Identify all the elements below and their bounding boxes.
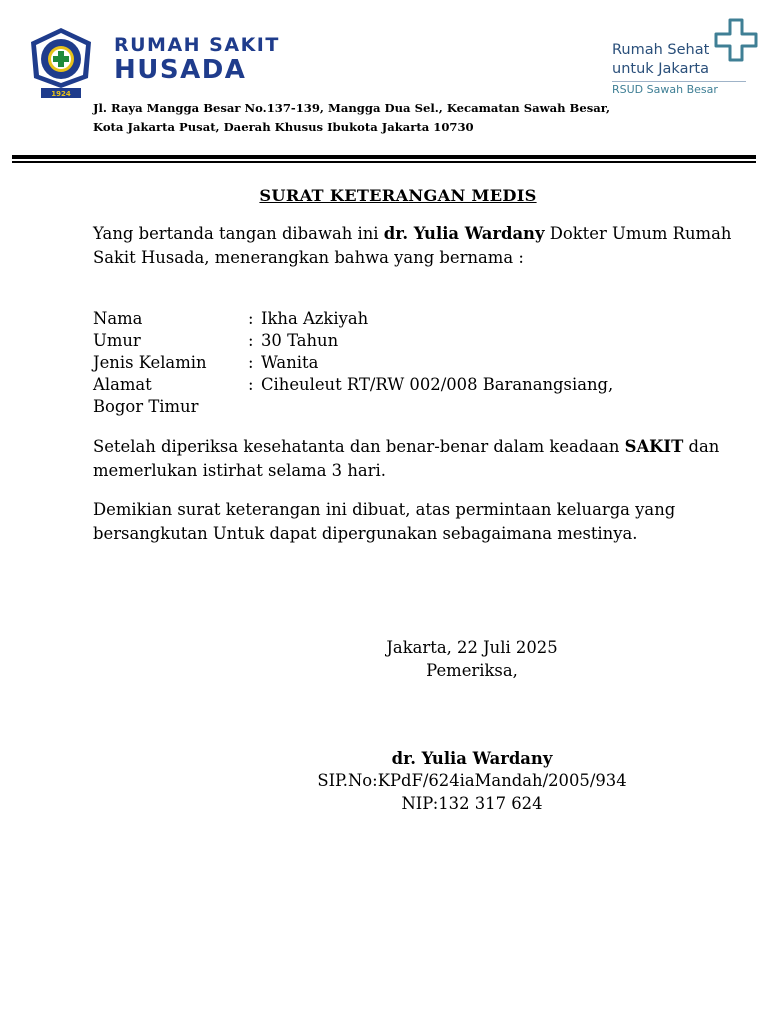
intro-after: Dokter Umum Rumah Sakit Husada, menerangkan bahwa yang bernama : <box>93 224 732 267</box>
findings-after: dan memerlukan istirhat selama 3 hari. <box>93 437 720 480</box>
header-rule-thick <box>12 155 756 159</box>
address-line2: Kota Jakarta Pusat, Daerah Khusus Ibukota Jakarta 10730 <box>93 120 474 134</box>
brand-line2: untuk Jakarta <box>612 61 709 77</box>
patient-age: 30 Tahun <box>261 331 339 350</box>
field-separator: : <box>248 309 254 328</box>
field-row-address <box>93 374 733 416</box>
field-label: Alamat <box>93 375 152 394</box>
brand-line1: Rumah Sehat <box>612 42 710 58</box>
address-line1: Jl. Raya Mangga Besar No.137-139, Mangga Dua Sel., Kecamatan Sawah Besar, <box>93 101 611 115</box>
closing-paragraph: Demikian surat keterangan ini dibuat, atas permintaan keluarga yang bersangkutan Untuk dapat dipergunakan sebagaimana mestinya. <box>93 500 676 543</box>
signatory-name: dr. Yulia Wardany <box>391 749 553 768</box>
health-cross-icon <box>712 16 760 64</box>
place-date: Jakarta, 22 Juli 2025 <box>386 638 558 657</box>
findings-before: Setelah diperiksa kesehatanta dan benar-benar dalam keadaan <box>93 437 625 456</box>
intro-before: Yang bertanda tangan dibawah ini <box>93 224 384 243</box>
brand-divider <box>612 81 746 82</box>
patient-name: Ikha Azkiyah <box>261 309 369 328</box>
findings-paragraph <box>93 435 733 483</box>
employee-number: NIP:132 317 624 <box>401 794 543 813</box>
field-row-name <box>93 308 733 330</box>
header-rule-thin <box>12 161 756 163</box>
findings-status: SAKIT <box>624 437 684 456</box>
document-title: SURAT KETERANGAN MEDIS <box>259 186 537 205</box>
patient-address-continuation: Bogor Timur <box>93 397 199 416</box>
field-label: Nama <box>93 309 143 328</box>
intro-doctor-name: dr. Yulia Wardany <box>383 224 545 243</box>
patient-gender: Wanita <box>261 353 319 372</box>
hospital-name <box>114 34 280 84</box>
field-row-age <box>93 330 733 352</box>
logo-year: 1924 <box>51 90 71 98</box>
patient-address: Ciheuleut RT/RW 002/008 Baranangsiang, <box>261 375 614 394</box>
hospital-address <box>93 99 610 137</box>
brand-line3: RSUD Sawah Besar <box>612 83 718 96</box>
license-number: SIP.No:KPdF/624iaMandah/2005/934 <box>317 771 627 790</box>
patient-details <box>93 308 733 416</box>
field-label: Umur <box>93 331 141 350</box>
hospital-logo-icon <box>28 26 94 100</box>
field-separator: : <box>248 331 254 350</box>
hospital-name-line1: RUMAH SAKIT <box>114 34 280 56</box>
field-separator: : <box>248 375 254 394</box>
examiner-label: Pemeriksa, <box>426 661 518 680</box>
field-row-gender <box>93 352 733 374</box>
hospital-name-line2: HUSADA <box>114 55 247 85</box>
field-separator: : <box>248 353 254 372</box>
field-label: Jenis Kelamin <box>93 353 207 372</box>
rumah-sehat-logo <box>610 16 760 100</box>
intro-paragraph <box>93 222 733 270</box>
